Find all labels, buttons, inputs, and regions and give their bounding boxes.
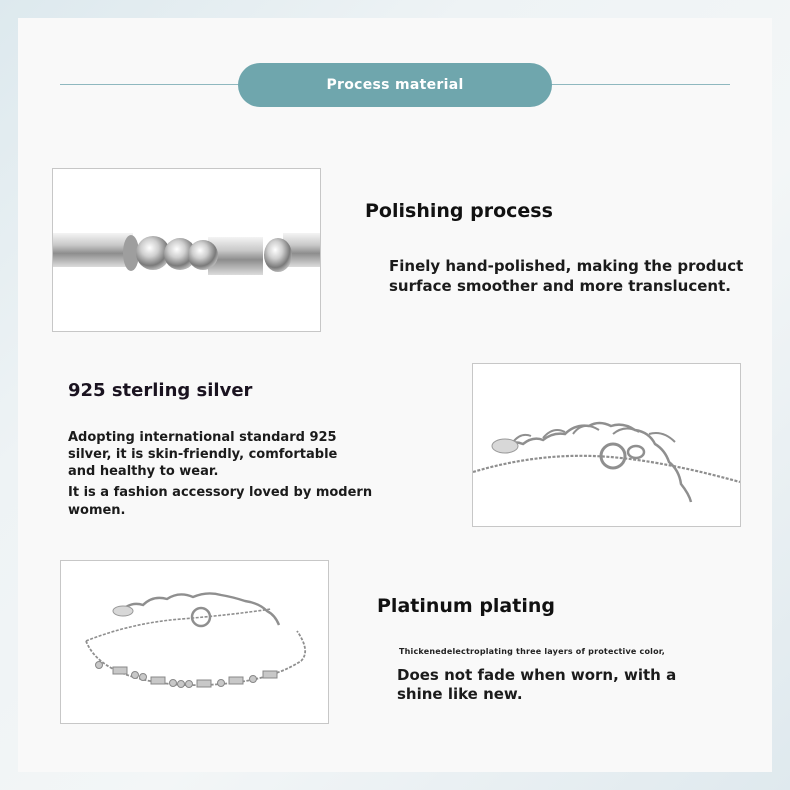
section-title-badge [238, 63, 552, 107]
polishing-line-1: Finely hand-polished, making the product [389, 257, 744, 275]
plating-small-note: Thickenedelectroplating three layers of protective color, [399, 647, 665, 656]
silver-line-3: and healthy to wear. [68, 464, 219, 479]
plating-line-1: Does not fade when worn, with a [397, 666, 677, 684]
polishing-line-2: surface smoother and more translucent. [389, 277, 731, 295]
silver-extra-line-1: It is a fashion accessory loved by modern [68, 485, 373, 500]
polishing-closeup-image [52, 168, 321, 332]
polishing-description [389, 256, 743, 296]
polishing-heading: Polishing process [365, 200, 553, 222]
silver-line-2: silver, it is skin-friendly, comfortable [68, 447, 338, 462]
silver-description [68, 429, 337, 480]
silver-heading: 925 sterling silver [68, 380, 253, 401]
plating-description [397, 666, 676, 704]
plating-heading: Platinum plating [377, 595, 555, 617]
silver-extra-line-2: women. [68, 503, 126, 518]
header-rule-right [550, 84, 730, 85]
bracelet-image [60, 560, 329, 724]
silver-line-1: Adopting international standard 925 [68, 430, 337, 445]
plating-line-2: shine like new. [397, 685, 523, 703]
clasp-chain-image [472, 363, 741, 527]
silver-description-extra [68, 484, 372, 520]
header-rule-left [60, 84, 240, 85]
section-title: Process material [326, 77, 464, 93]
